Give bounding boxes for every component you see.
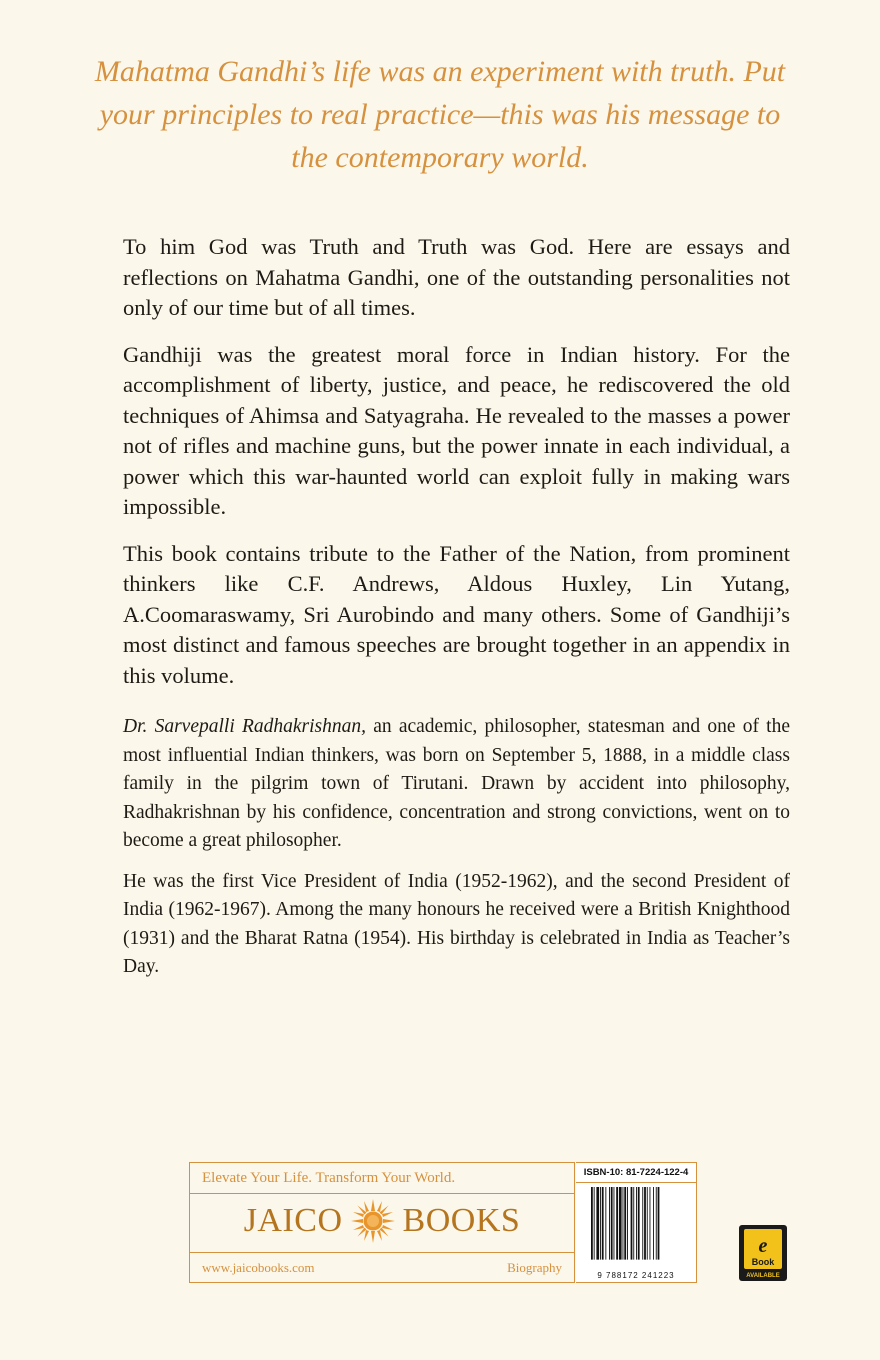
cover-quote: Mahatma Gandhi’s life was an experiment with truth. Put your principles to real practice—this was his message to the contemporary world. [94,55,786,174]
publisher-website: www.jaicobooks.com [202,1260,315,1275]
ebook-available-badge-icon [738,1224,788,1282]
brand-right: BOOKS [402,1202,521,1239]
isbn-label: ISBN-10: 81-7224-122-4 [576,1163,696,1183]
sun-logo-icon [349,1197,397,1245]
barcode-number: 9 788172 241223 [597,1271,675,1280]
author-bio [123,713,790,856]
blurb-paragraph: To him God was Truth and Truth was God. Here are essays and reflections on Mahatma Gandhi, one of the outstanding personalities not only of our time but of all times. [123,234,790,320]
author-bio-text: an academic, philosopher, statesman and one of the most influential Indian thinkers, was born on September 5, 1888, in a middle class family in the pilgrim town of Tirutani. Drawn by accident into philosophy, Radhakrishnan by his confidence, concentration and strong convictions, went on to become a great philosopher. [123,716,790,851]
publisher-box [189,1162,575,1283]
blurb [123,232,790,994]
author-name: Dr. Sarvepalli Radhakrishnan, [123,716,366,737]
book-category: Biography [507,1260,562,1275]
author-bio-continued: He was the first Vice President of India (1952-1962), and the second President of India (1962-1967). Among the many honours he received were a British Knighthood (1931) and the Bharat Ratna (1954). His birthday is celebrated in India as Teacher’s Day. [123,870,790,977]
ebook-letter: e [758,1235,768,1257]
publisher-footer [190,1252,574,1282]
ebook-word: Book [751,1257,775,1267]
publisher-tagline: Elevate Your Life. Transform Your World. [190,1163,574,1194]
publisher-logo [190,1196,574,1246]
ebook-available: AVAILABLE [746,1273,780,1279]
brand-left: JAICO [243,1202,343,1239]
barcode-box [576,1162,697,1283]
blurb-paragraph: Gandhiji was the greatest moral force in Indian history. For the accomplishment of liberty, justice, and peace, he rediscovered the old techniques of Ahimsa and Satyagraha. He revealed to the masses a power not of rifles and machine guns, but the power innate in each individual, a power which this war-haunted world can exploit fully in making wars impossible. [123,341,790,519]
blurb-paragraph: This book contains tribute to the Father of the Nation, from prominent thinkers like C.F. Andrews, Aldous Huxley, Lin Yutang, A.Coomaraswamy, Sri Aurobindo and many others. Some of Gandhiji’s most distinct and famous speeches are brought together in an appendix in this volume. [123,540,790,688]
barcode-icon [589,1187,689,1269]
